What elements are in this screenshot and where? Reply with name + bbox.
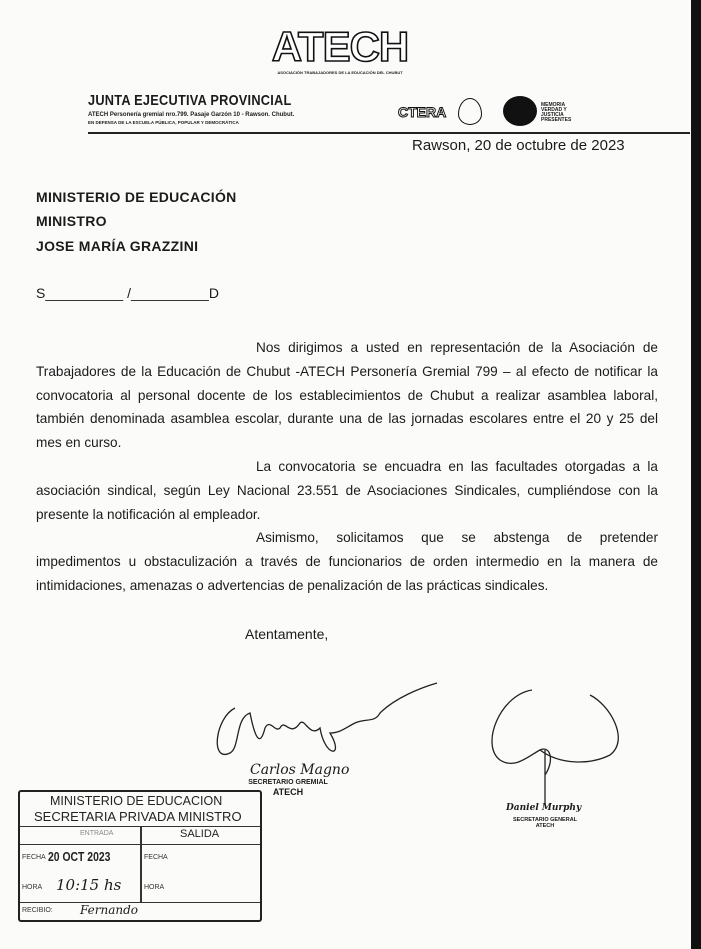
- logo-subtitle: ASOCIACIÓN TRABAJADORES DE LA EDUCACIÓN DEL CHUBUT: [277, 70, 403, 75]
- stamp-salida-label: SALIDA: [180, 828, 220, 840]
- stamp-salida-fecha-label: FECHA: [144, 854, 168, 861]
- letter-body: [36, 336, 658, 598]
- scan-edge: [691, 0, 701, 949]
- recipient-line: JOSE MARÍA GRAZZINI: [36, 238, 199, 254]
- stamp-fecha-label: FECHA: [22, 854, 46, 861]
- ctera-logo: CTERA: [398, 104, 447, 120]
- paragraph: La convocatoria se encuadra en las facultades otorgadas a la asociación sindical, según Ley Nacional 23.551 de Asociaciones Sindicales, cumpliéndose con la presente la notificación al empleador.: [36, 458, 658, 522]
- stamp-title: MINISTERIO DE EDUCACION: [50, 794, 223, 808]
- stamp-hora-label: HORA: [22, 884, 43, 891]
- letterhead-address: ATECH Personería gremial nro.799. Pasaje Garzón 10 - Rawson. Chubut.: [88, 112, 295, 118]
- signature-carlos-magno: [205, 678, 445, 768]
- signer-name: Daniel Murphy: [506, 803, 582, 813]
- signer-org: ATECH: [535, 823, 555, 829]
- recipient-line: MINISTRO: [36, 213, 107, 229]
- signer-name: Carlos Magno: [250, 762, 350, 778]
- stamp-salida-hora-label: HORA: [144, 884, 165, 891]
- letter-date: Rawson, 20 de octubre de 2023: [412, 137, 625, 154]
- drop-logo-icon: [458, 98, 482, 125]
- stamp-hora-value: 10:15 hs: [56, 876, 122, 894]
- stamp-recibio-value: Fernando: [80, 903, 139, 917]
- atech-logo: [270, 23, 410, 75]
- signer-role: SECRETARIO GREMIAL: [248, 779, 328, 786]
- paragraph: Asimismo, solicitamos que se abstenga de pretender impedimentos u obstaculización a través de funcionarios de orden intermedio en la manera de intimidaciones, amenazas o advertencias de penalización de las prácticas sindicales.: [36, 530, 658, 593]
- signer-role: SECRETARIO GENERAL: [512, 817, 578, 823]
- signature-daniel-murphy: [470, 685, 630, 815]
- letterhead-motto: EN DEFENSA DE LA ESCUELA PÚBLICA, POPULAR Y DEMOCRÁTICA: [88, 120, 239, 125]
- stamp-fecha-value: 20 OCT 2023: [48, 849, 111, 864]
- stamp-entrada-label: ENTRADA: [80, 830, 114, 837]
- closing: Atentamente,: [245, 626, 329, 642]
- reception-stamp: [18, 790, 262, 922]
- paragraph: Nos dirigimos a usted en representación de la Asociación de Trabajadores de la Educación de Chubut -ATECH Personería Gremial 799 – al efecto de notificar la convocatoria al personal docente de los establecimientos de Chubut a realizar asamblea laboral, también denominada asamblea escolar, durante una de las jornadas escolares entre el 20 y 25 del mes en curso.: [36, 340, 658, 451]
- stamp-recibio-label: RECIBIO:: [22, 907, 53, 914]
- letterhead-divider: [88, 132, 690, 134]
- stamp-subtitle: SECRETARIA PRIVADA MINISTRO: [34, 809, 242, 824]
- signer-org: ATECH: [272, 787, 304, 797]
- logo-text: ATECH: [271, 23, 409, 70]
- salutation: S__________ /__________D: [36, 285, 219, 301]
- recipient-line: MINISTERIO DE EDUCACIÓN: [36, 189, 237, 205]
- presentes-logo-icon: [503, 96, 537, 126]
- presentes-logo: MEMORIA VERDAD Y JUSTICIA PRESENTES: [541, 102, 572, 123]
- letterhead-title: JUNTA EJECUTIVA PROVINCIAL: [88, 92, 292, 109]
